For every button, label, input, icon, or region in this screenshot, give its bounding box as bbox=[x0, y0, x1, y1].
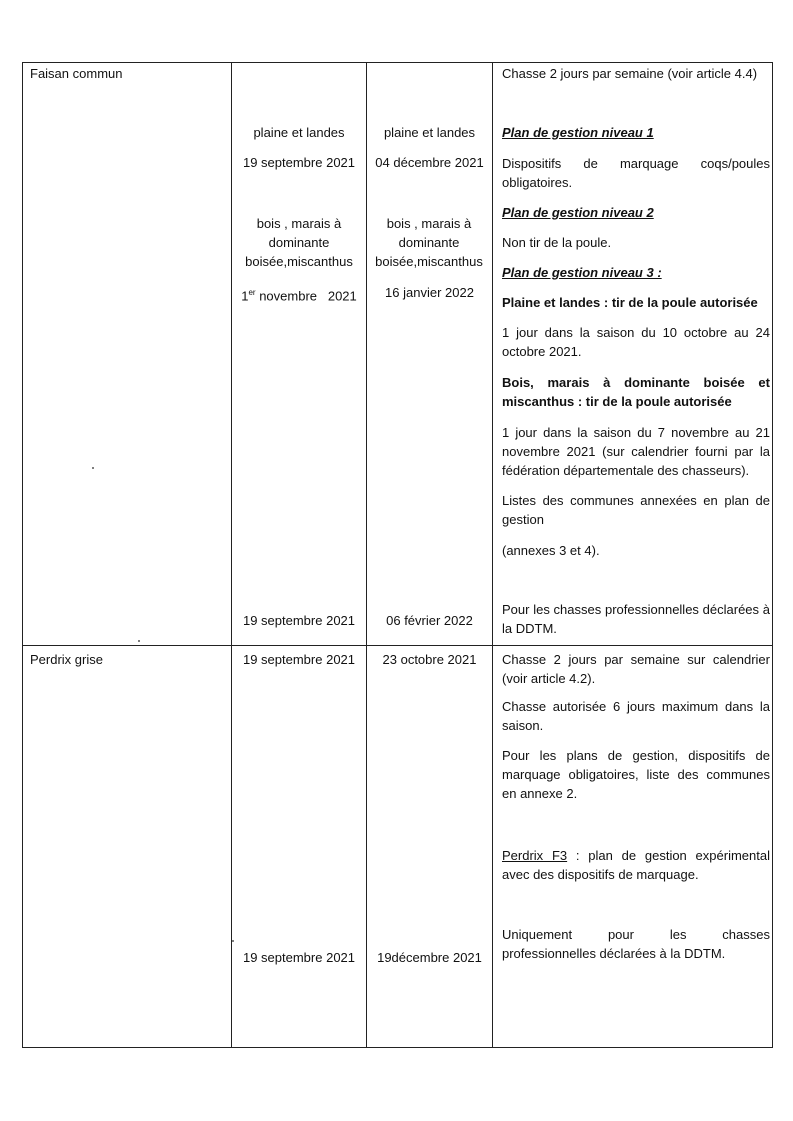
zone-label: plaine et landes bbox=[253, 125, 345, 140]
row-divider bbox=[22, 645, 772, 646]
plan-heading: Plan de gestion niveau 2 bbox=[502, 205, 654, 220]
zone-label: bois , marais à dominante boisée,miscanthus bbox=[245, 216, 353, 269]
note: Pour les chasses professionnelles déclarées à la DDTM. bbox=[502, 602, 770, 636]
table-bottom-border bbox=[22, 1047, 772, 1048]
opening-date: 19 septembre 2021 bbox=[242, 155, 356, 170]
table-right-border bbox=[772, 62, 773, 1048]
opening-date: 19 septembre 2021 bbox=[242, 652, 356, 667]
opening-date: 1er novembre 2021 bbox=[241, 288, 357, 304]
opening-date: 19 septembre 2021 bbox=[242, 613, 356, 628]
zone-label: plaine et landes bbox=[383, 125, 476, 140]
closing-date: 06 février 2022 bbox=[386, 613, 473, 628]
scan-speck bbox=[232, 940, 234, 942]
species-name: Perdrix grise bbox=[30, 652, 103, 667]
note: 1 jour dans la saison du 10 octobre au 24 octobre 2021. bbox=[502, 325, 770, 359]
column-divider bbox=[492, 62, 493, 1048]
table-left-border bbox=[22, 62, 23, 1048]
scan-speck bbox=[92, 467, 94, 469]
species-name: Faisan commun bbox=[30, 66, 123, 81]
closing-date: 04 décembre 2021 bbox=[375, 155, 484, 170]
note: Listes des communes annexées en plan de gestion bbox=[502, 493, 770, 527]
table-top-border bbox=[22, 62, 772, 63]
plan-heading: Plan de gestion niveau 1 bbox=[502, 125, 654, 140]
note: Chasse 2 jours par semaine (voir article 4.4) bbox=[502, 66, 758, 81]
zone-label: bois , marais à dominante boisée,miscanthus bbox=[375, 216, 483, 269]
column-divider bbox=[231, 62, 232, 1048]
note: Pour les plans de gestion, dispositifs de marquage obligatoires, liste des communes en annexe 2. bbox=[502, 748, 770, 801]
closing-date: 23 octobre 2021 bbox=[382, 652, 477, 667]
f3-label: Perdrix F3 bbox=[502, 848, 568, 863]
note: Dispositifs de marquage coqs/poules obligatoires. bbox=[502, 156, 770, 190]
note: Plaine et landes : tir de la poule autorisée bbox=[502, 295, 758, 310]
note: Perdrix F3 : plan de gestion expérimental avec des dispositifs de marquage. bbox=[502, 848, 770, 882]
note: Non tir de la poule. bbox=[502, 235, 612, 250]
closing-date: 19décembre 2021 bbox=[377, 950, 482, 965]
scan-speck bbox=[138, 640, 140, 642]
note: (annexes 3 et 4). bbox=[502, 543, 600, 558]
note: Bois, marais à dominante boisée et miscanthus : tir de la poule autorisée bbox=[502, 375, 770, 409]
column-divider bbox=[366, 62, 367, 1048]
note: Chasse autorisée 6 jours maximum dans la saison. bbox=[502, 699, 770, 733]
opening-date: 19 septembre 2021 bbox=[242, 950, 356, 965]
note: Chasse 2 jours par semaine sur calendrier (voir article 4.2). bbox=[502, 652, 770, 686]
note: 1 jour dans la saison du 7 novembre au 21 novembre 2021 (sur calendrier fourni par la fédération départementale des chasseurs). bbox=[502, 425, 770, 478]
plan-heading: Plan de gestion niveau 3 : bbox=[502, 265, 662, 280]
closing-date: 16 janvier 2022 bbox=[385, 285, 474, 300]
note: Uniquement pour les chasses professionnelles déclarées à la DDTM. bbox=[502, 927, 770, 961]
